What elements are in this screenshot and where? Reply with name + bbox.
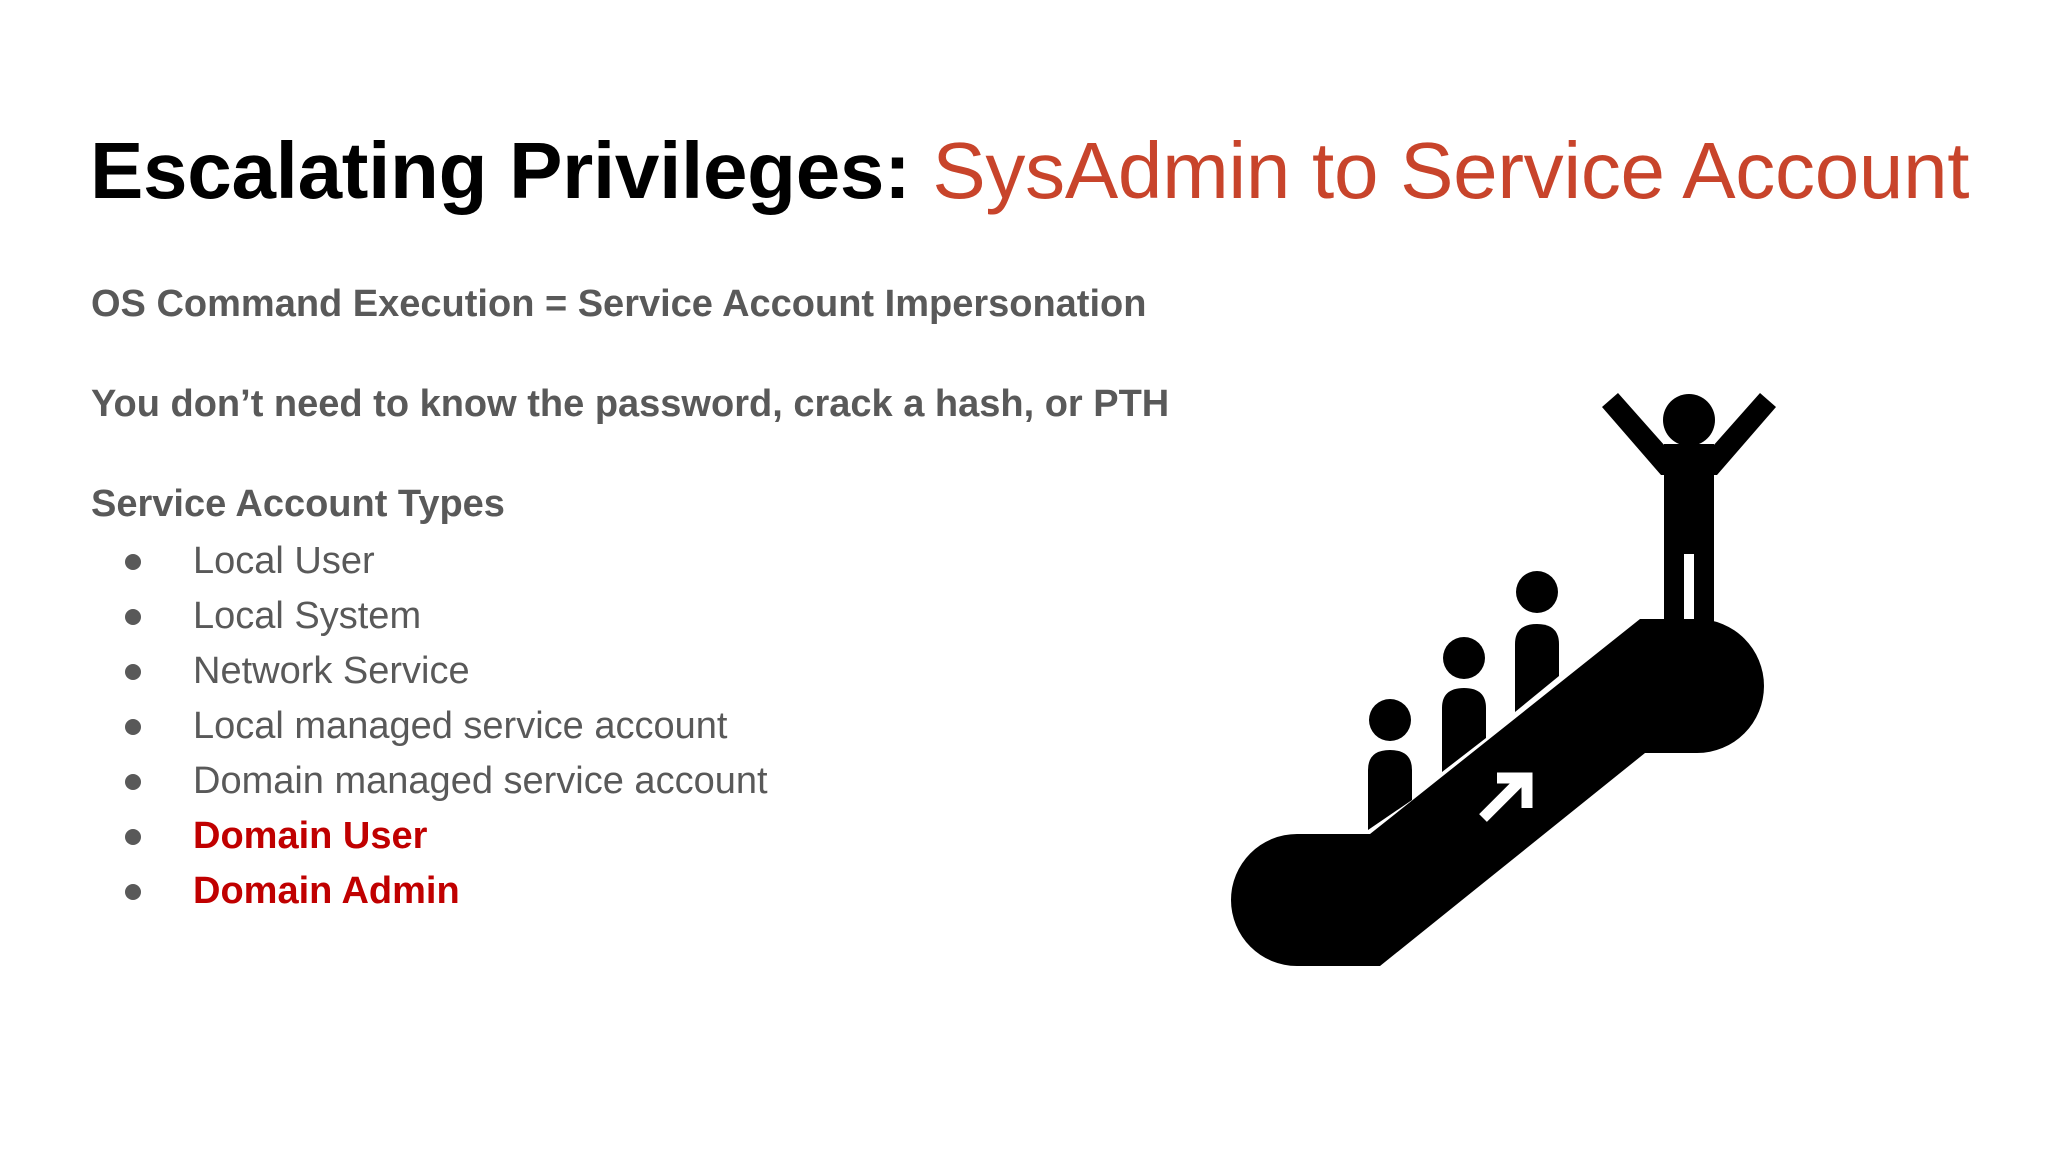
command-execution-line: OS Command Execution = Service Account Impersonation [91,283,1147,325]
bullet-dot [125,884,141,900]
escalator-band [1297,619,1697,966]
bullet-dot [125,664,141,680]
list-item-label: Domain User [193,815,428,857]
bullet-dot [125,774,141,790]
person-head-top [1663,394,1715,446]
escalator-people-icon [1225,385,1785,975]
slide-title [90,118,1969,224]
bullet-dot [125,719,141,735]
title-highlight: SysAdmin to Service Account [932,126,1970,215]
bullet-dot [125,829,141,845]
list-item-label: Local System [193,595,422,637]
list-item-label: Local managed service account [193,705,728,747]
person-head-3 [1516,571,1558,613]
person-head-1 [1369,699,1411,741]
list-item-label: Local User [193,540,375,582]
bullet-dot [125,554,141,570]
list-item-label: Domain managed service account [193,760,768,802]
list-item-label: Domain Admin [193,870,460,912]
person-torso-top [1664,444,1714,554]
no-password-line: You don’t need to know the password, crack a hash, or PTH [91,383,1170,425]
bullet-dot [125,609,141,625]
list-item-label: Network Service [193,650,470,692]
account-types-heading: Service Account Types [91,483,505,525]
person-leg-right-top [1694,552,1714,628]
person-head-2 [1443,637,1485,679]
title-prefix: Escalating Privileges: [90,126,911,215]
person-leg-left-top [1664,552,1684,628]
